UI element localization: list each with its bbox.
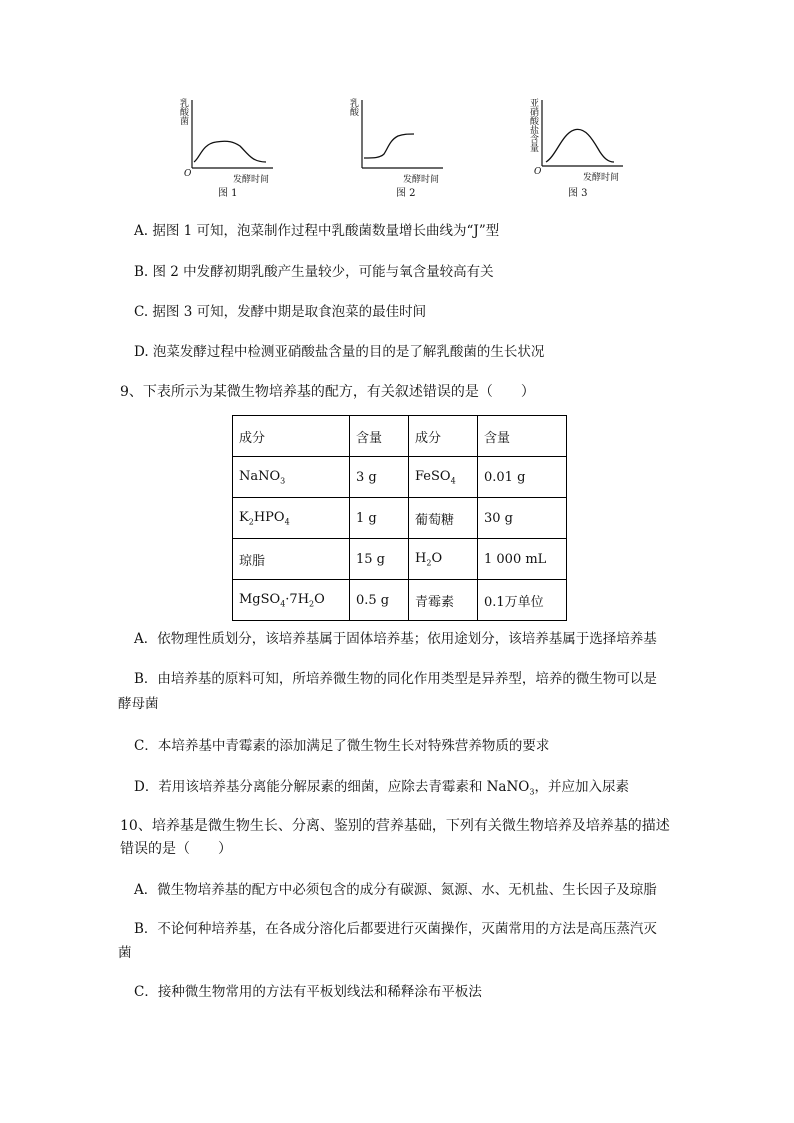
q10-option-c: C．接种微生物常用的方法有平板划线法和稀释涂布平板法 [134, 984, 482, 1000]
table-cell: NaNO$_3$ [233, 457, 350, 498]
figure-3-xlabel: 发酵时间 [583, 173, 620, 183]
table-cell: 琼脂 [233, 539, 350, 580]
q10-stem-line1: 10、培养基是微生物生长、分离、鉴别的营养基础，下列有关微生物培养及培养基的描述 [120, 818, 670, 834]
figure-2-caption: 图 2 [396, 188, 416, 199]
table-row [233, 580, 567, 621]
q9-option-b-line2: 酵母菌 [118, 696, 159, 712]
table-cell: $K_2HPO_4$ [233, 498, 350, 539]
figure-2-curve [364, 134, 414, 158]
table-header-cell: 含量 [350, 416, 409, 457]
table-row [233, 539, 567, 580]
q9-option-a: A．依物理性质划分，该培养基属于固体培养基；依用途划分，该培养基属于选择培养基 [134, 631, 657, 647]
figure-1-origin: O [184, 169, 192, 179]
figure-2 [348, 92, 458, 202]
table-cell: 1 000 mL [478, 539, 567, 580]
table-cell: 15 g [350, 539, 409, 580]
table-cell: 0.5 g [350, 580, 409, 621]
figure-2-xlabel: 发酵时间 [403, 175, 440, 185]
q10-option-a: A．微生物培养基的配方中必须包含的成分有碳源、氮源、水、无机盐、生长因子及琼脂 [134, 882, 657, 898]
medium-recipe-table [232, 415, 567, 621]
figure-1 [178, 92, 288, 202]
table-cell: 30 g [478, 498, 567, 539]
figure-1-xlabel: 发酵时间 [233, 175, 270, 185]
table-cell: $H_2O$ [409, 539, 478, 580]
table-cell: $MgSO_4\cdot 7H_2O$ [233, 580, 350, 621]
q8-option-c: C. 据图 3 可知，发酵中期是取食泡菜的最佳时间 [134, 304, 427, 320]
q9-option-b-line1: B．由培养基的原料可知，所培养微生物的同化作用类型是异养型，培养的微生物可以是 [134, 671, 657, 687]
q8-option-d: D. 泡菜发酵过程中检测亚硝酸盐含量的目的是了解乳酸菌的生长状况 [134, 344, 545, 360]
table-header-row [233, 416, 567, 457]
table-cell: 1 g [350, 498, 409, 539]
table-cell: 青霉素 [409, 580, 478, 621]
figure-3-caption: 图 3 [568, 188, 588, 199]
q8-option-b: B. 图 2 中发酵初期乳酸产生量较少，可能与氧含量较高有关 [134, 264, 494, 280]
q10-option-b-line1: B．不论何种培养基，在各成分溶化后都要进行灭菌操作，灭菌常用的方法是高压蒸汽灭 [134, 921, 657, 937]
q8-option-a: A. 据图 1 可知，泡菜制作过程中乳酸菌数量增长曲线为“J”型 [134, 223, 500, 239]
q10-option-b-line2: 菌 [118, 945, 132, 961]
table-header-cell: 成分 [409, 416, 478, 457]
figure-3-ylabel: 亚硝酸盐含量 [528, 98, 538, 152]
table-cell: FeSO$_4$ [409, 457, 478, 498]
figure-1-ylabel: 乳酸菌 [178, 98, 188, 125]
figure-1-caption: 图 1 [218, 188, 238, 199]
table-row [233, 498, 567, 539]
q10-stem-line2: 错误的是（ ） [120, 841, 232, 857]
table-cell: 3 g [350, 457, 409, 498]
table-cell: 葡萄糖 [409, 498, 478, 539]
table-header-cell: 含量 [478, 416, 567, 457]
q9-option-d: D．若用该培养基分离能分解尿素的细菌，应除去青霉素和 NaNO$_3$，并应加入尿素 [134, 779, 629, 797]
figure-3-origin: O [534, 167, 542, 177]
figure-1-curve [194, 141, 266, 162]
table-cell: 0.1万单位 [478, 580, 567, 621]
figure-3-curve [546, 129, 614, 162]
figure-2-ylabel: 乳酸 [348, 98, 358, 116]
table-row [233, 457, 567, 498]
table-cell: 0.01 g [478, 457, 567, 498]
table-header-cell: 成分 [233, 416, 350, 457]
figure-3 [528, 92, 638, 202]
q9-stem: 9、下表所示为某微生物培养基的配方，有关叙述错误的是（ ） [120, 384, 535, 400]
q9-option-c: C．本培养基中青霉素的添加满足了微生物生长对特殊营养物质的要求 [134, 738, 550, 754]
